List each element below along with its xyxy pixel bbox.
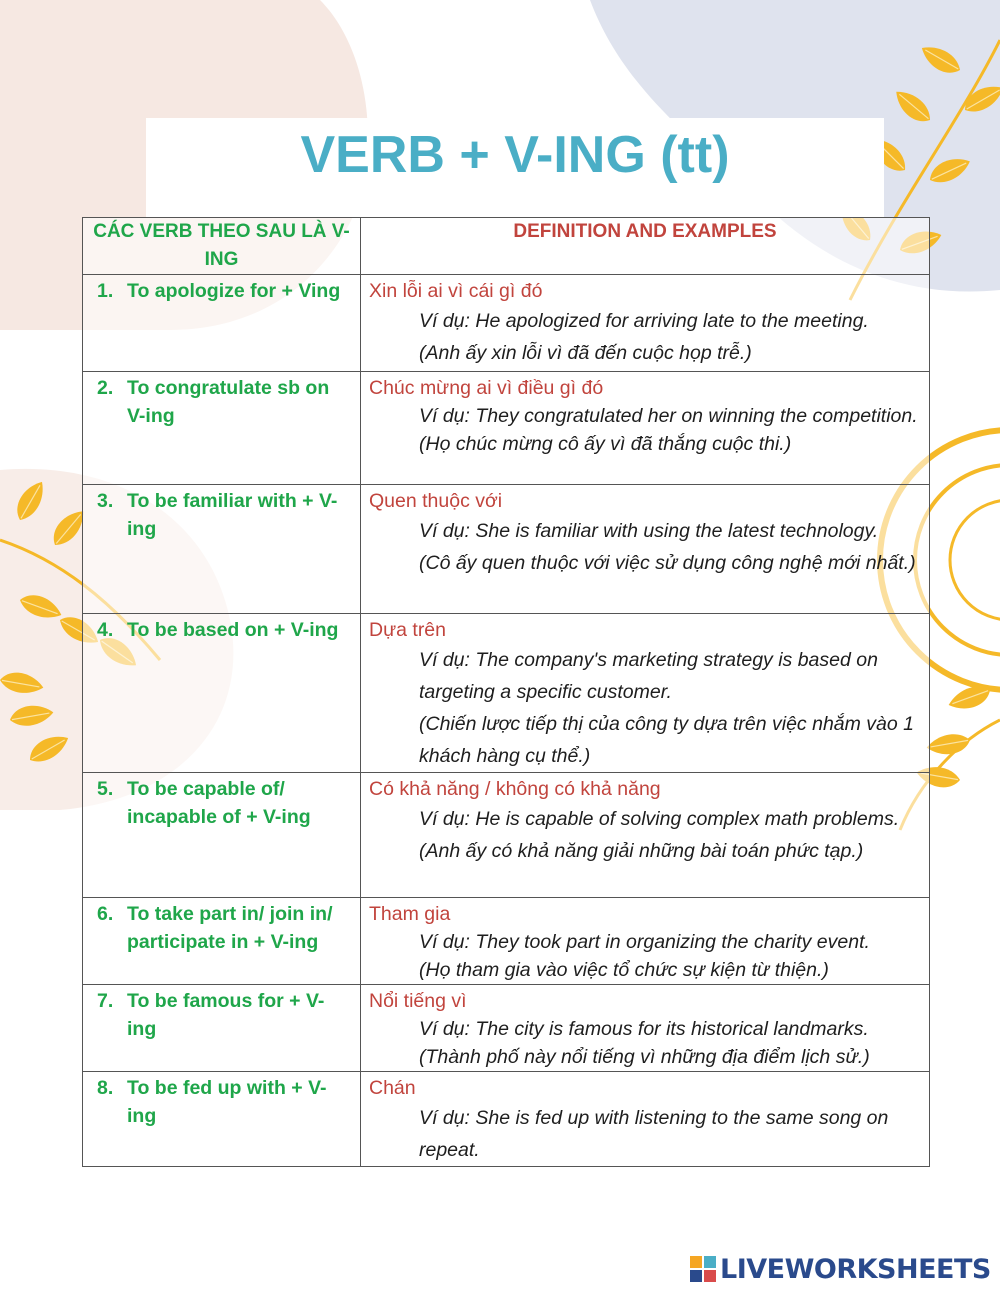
item-number: 1. xyxy=(97,280,114,302)
verb-phrase: To be capable of/ incapable of + V-ing xyxy=(127,778,311,828)
page-title: VERB + V-ING (tt) xyxy=(300,126,730,184)
item-number: 3. xyxy=(97,490,114,512)
table-row xyxy=(83,1072,930,1167)
verb-item xyxy=(83,614,360,644)
table-row xyxy=(83,485,930,614)
definition: Xin lỗi ai vì cái gì đó xyxy=(369,280,543,302)
verb-item xyxy=(83,985,360,1043)
definition: Dựa trên xyxy=(369,619,447,641)
logo-text: LIVEWORKSHEETS xyxy=(720,1253,991,1285)
example: Ví dụ: They took part in organizing the charity event. xyxy=(419,931,870,953)
definition: Chán xyxy=(369,1077,416,1099)
translation: (Thành phố này nổi tiếng vì những địa điểm lịch sử.) xyxy=(419,1046,870,1068)
item-number: 7. xyxy=(97,990,114,1012)
item-number: 8. xyxy=(97,1077,114,1099)
table-header-row xyxy=(83,218,930,275)
item-number: 4. xyxy=(97,619,114,641)
table-row xyxy=(83,275,930,372)
verb-item xyxy=(83,1072,360,1130)
item-number: 5. xyxy=(97,778,114,800)
translation: (Họ tham gia vào việc tổ chức sự kiện từ thiện.) xyxy=(419,959,829,981)
example: Ví dụ: He apologized for arriving late to the meeting. xyxy=(419,310,869,332)
definition: Nổi tiếng vì xyxy=(369,990,467,1012)
verb-phrase: To apologize for + Ving xyxy=(127,280,341,302)
definition: Chúc mừng ai vì điều gì đó xyxy=(369,377,604,399)
example: Ví dụ: They congratulated her on winning the competition. xyxy=(419,405,918,427)
translation: (Anh ấy xin lỗi vì đã đến cuộc họp trễ.) xyxy=(419,342,752,364)
table-row xyxy=(83,985,930,1072)
translation: (Anh ấy có khả năng giải những bài toán phức tạp.) xyxy=(419,840,864,862)
liveworksheets-logo[interactable] xyxy=(690,1252,991,1286)
example: Ví dụ: She is fed up with listening to the same song on repeat. xyxy=(419,1107,889,1161)
translation: (Họ chúc mừng cô ấy vì đã thắng cuộc thi.) xyxy=(419,433,792,455)
table-row xyxy=(83,773,930,898)
header-definitions: DEFINITION AND EXAMPLES xyxy=(361,218,930,275)
example: Ví dụ: The company's marketing strategy is based on targeting a specific customer. xyxy=(419,649,878,703)
translation: (Chiến lược tiếp thị của công ty dựa trên việc nhắm vào 1 khách hàng cụ thể.) xyxy=(419,713,915,767)
example: Ví dụ: The city is famous for its historical landmarks. xyxy=(419,1018,869,1040)
verb-phrase: To be familiar with + V-ing xyxy=(127,490,338,540)
table-row xyxy=(83,614,930,773)
verb-phrase: To be famous for + V-ing xyxy=(127,990,325,1040)
definition: Tham gia xyxy=(369,903,451,925)
verb-item xyxy=(83,485,360,543)
verb-item xyxy=(83,372,360,430)
verb-item xyxy=(83,773,360,831)
example: Ví dụ: She is familiar with using the latest technology. xyxy=(419,520,879,542)
translation: (Cô ấy quen thuộc với việc sử dụng công nghệ mới nhất.) xyxy=(419,552,916,574)
verb-item xyxy=(83,275,360,305)
definition: Quen thuộc với xyxy=(369,490,503,512)
verb-phrase: To be based on + V-ing xyxy=(127,619,339,641)
table-row xyxy=(83,898,930,985)
verb-phrase: To be fed up with + V-ing xyxy=(127,1077,327,1127)
verb-phrase: To congratulate sb on V-ing xyxy=(127,377,330,427)
verb-phrase: To take part in/ join in/ participate in + V-ing xyxy=(127,903,333,953)
verb-item xyxy=(83,898,360,956)
example: Ví dụ: He is capable of solving complex math problems. xyxy=(419,808,900,830)
verb-table xyxy=(82,217,930,1167)
item-number: 6. xyxy=(97,903,114,925)
liveworksheets-logo-icon xyxy=(690,1256,716,1282)
table-row xyxy=(83,372,930,485)
header-verbs: CÁC VERB THEO SAU LÀ V-ING xyxy=(83,218,361,275)
item-number: 2. xyxy=(97,377,114,399)
definition: Có khả năng / không có khả năng xyxy=(369,778,661,800)
